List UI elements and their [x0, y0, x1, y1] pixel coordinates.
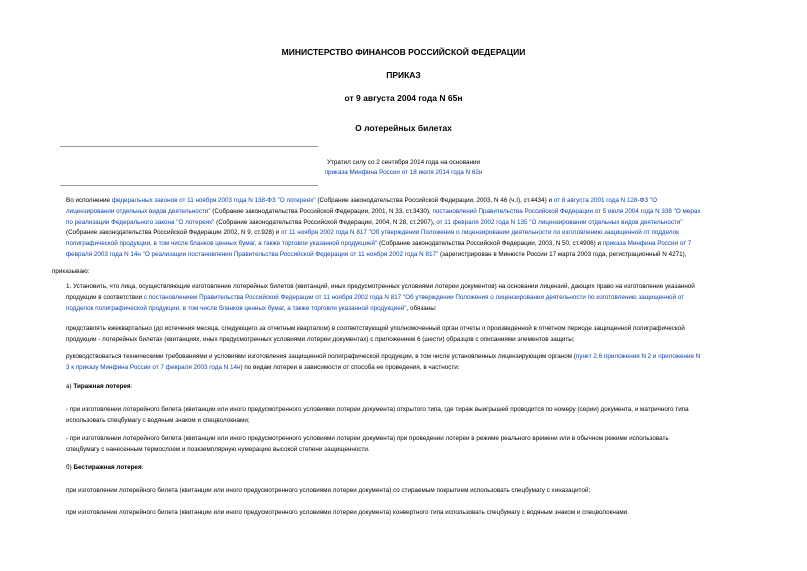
item-1-text: , обязаны:: [406, 304, 437, 312]
top-separator: [60, 146, 318, 147]
section-b-title: Бестиражная лотерея: [73, 464, 142, 471]
section-a-item-1-text: использовать спецбумагу с водяным знаком и спецволокнами;: [66, 416, 250, 424]
bottom-separator: [60, 185, 318, 186]
preamble-text: (Собрание законодательства Российской Федерации, 2003, N 50, ст.4906) и: [377, 240, 603, 248]
resolution-338-link[interactable]: постановлений Правительства Российской Федерации от 5 июля 2004 года N 338 "О мерах: [432, 207, 701, 215]
document-date-number: от 9 августа 2004 года N 65н: [344, 93, 463, 103]
section-a-item-2: [52, 434, 767, 456]
item-1-text: 1. Установить, что лица, осуществляющие изготовление лотерейных билетов (квитанций, иных предусмотренных условиями лотереи документов) на основании лицензий, дающих право на изготовление указанной: [66, 283, 695, 290]
law-128-fz-link[interactable]: от 8 августа 2001 года N 128-ФЗ "О: [553, 197, 658, 204]
ministry-heading: МИНИСТЕРСТВО ФИНАНСОВ РОССИЙСКОЙ ФЕДЕРАЦИИ: [281, 47, 526, 57]
document-type-heading: ПРИКАЗ: [386, 70, 421, 80]
preamble-text: (Собрание законодательства Российской Федерации, 2004, N 28, ст.2907),: [214, 218, 437, 226]
order-word: приказываю:: [52, 268, 90, 275]
resolution-817-link[interactable]: подделок полиграфической продукции, в том числе бланков ценных бумаг, а также торговли указанной продукцией": [66, 304, 407, 312]
law-138-fz-link[interactable]: федеральных законов от 11 ноября 2003 года N 138-ФЗ "О лотереях": [111, 197, 316, 204]
section-b-item-1: при изготовлении лотерейного билета (квитанции или иного предусмотренного условиями лотереи документа) со стираемым покрытием использовать спецбумагу с хиназацитой;: [66, 487, 591, 494]
preamble-text: (зарегистрирован в Минюсте России 17 марта 2003 года, регистрационный N 4271),: [438, 250, 687, 258]
order-14n-appendix-link[interactable]: пункт 2.6 приложения N 2 и приложение N: [575, 353, 701, 360]
status-note: [0, 158, 807, 177]
reporting-text: продукции - лотерейных билетах (квитанциях, иных предусмотренных условиями лотереи документах) с приложением 6 (шести) образцов с описаниями элементов защиты;: [66, 335, 575, 343]
law-128-fz-link[interactable]: лицензировании отдельных видов деятельности": [66, 207, 211, 215]
resolution-817-link[interactable]: с постановлением Правительства Российской Федерации от 11 ноября 2002 года N 817 "Об утверждении Положения о лицензировании деятельности по изготовлению защищенной от: [143, 293, 685, 301]
repeal-order-link[interactable]: приказа Минфина России от 18 июля 2014 года N 62н: [324, 168, 483, 176]
preamble-text: (Собрание законодательства Российской Федерации, 2003, N 46 (ч.I), ст.4434) и: [315, 197, 554, 204]
guidance-paragraph: [52, 352, 767, 374]
preamble-text: (Собрание законодательства Российской Федерации 2002, N 9, ст.928) и: [66, 229, 281, 237]
preamble-paragraph: [52, 196, 767, 261]
section-b-heading: б) Бестиражная лотерея:: [66, 464, 144, 471]
item-1-text: продукции в соответствии: [66, 293, 144, 301]
status-note-text: Утратил силу со 2 сентября 2014 года на основании: [326, 159, 480, 166]
order-14n-appendix-link[interactable]: 3 к приказу Минфина России от 7 февраля 2003 года N 14н: [66, 363, 241, 371]
section-a-title: Тиражная лотерея: [73, 383, 131, 390]
guidance-text: руководствоваться техническими требованиями и условиями изготовления защищенной полиграфической продукции, в том числе установленных лицензирующим органом (: [66, 353, 576, 360]
order-14n-link[interactable]: февраля 2003 года N 14н "О реализации постановления Правительства Российской Федерации от 11 ноября 2002 года N 817": [66, 250, 439, 258]
reporting-paragraph: [52, 324, 767, 346]
resolution-338-link[interactable]: по реализации Федерального закона "О лотереях": [66, 218, 215, 226]
preamble-text: (Собрание законодательства Российской Федерации, 2001, N 33, ст.3430),: [210, 207, 433, 215]
order-14n-link[interactable]: приказа Минфина России от 7: [602, 240, 692, 248]
resolution-817-link[interactable]: от 11 ноября 2002 года N 817 "Об утверждении Положения о лицензировании деятельности по изготовлению защищенной от подделок: [280, 229, 679, 237]
section-a-item-2-text: - при изготовлении лотерейного билета (квитанции или иного предусмотренного условиями лотереи документа) при проведении лотереи в режиме реального времени или в обычном режиме использовать: [66, 435, 669, 442]
guidance-text: ) по видам лотереи в зависимости от способа ее проведения, в частности:: [240, 363, 460, 371]
reporting-text: представлять ежеквартально (до истечения месяца, следующего за отчетным кварталом) в соответствующий уполномоченный орган отчеты о произведенной в отчетном периоде защищенной полиграфической: [66, 325, 685, 332]
preamble-text: Во исполнение: [66, 197, 112, 204]
document-subject: О лотерейных билетах: [355, 123, 452, 133]
item-1-paragraph: [52, 282, 767, 314]
section-a-item-2-text: спецбумагу с нанесенным термослоем и поэкземплярную нумерацию высокой степени защищенности.: [66, 445, 370, 453]
section-b-item-2: при изготовлении лотерейного билета (квитанции или иного предусмотренного условиями лотереи документа) конвертного типа использовать спецбумагу с водяным знаком и спецволокнами.: [66, 509, 629, 516]
resolution-135-link[interactable]: от 11 февраля 2002 года N 135 "О лицензировании отдельных видов деятельности": [436, 218, 683, 226]
section-a-item-1: [52, 405, 767, 427]
resolution-817-link[interactable]: полиграфической продукции, в том числе бланков ценных бумаг, а также торговли указанной продукцией": [66, 240, 378, 248]
section-a-heading: а) Тиражная лотерея:: [66, 383, 133, 390]
section-a-item-1-text: - при изготовлении лотерейного билета (квитанции или иного предусмотренного условиями лотереи документа) открытого типа, где тираж выигрышей проводится по номеру (серии) документа, и матричного типа: [66, 406, 689, 413]
